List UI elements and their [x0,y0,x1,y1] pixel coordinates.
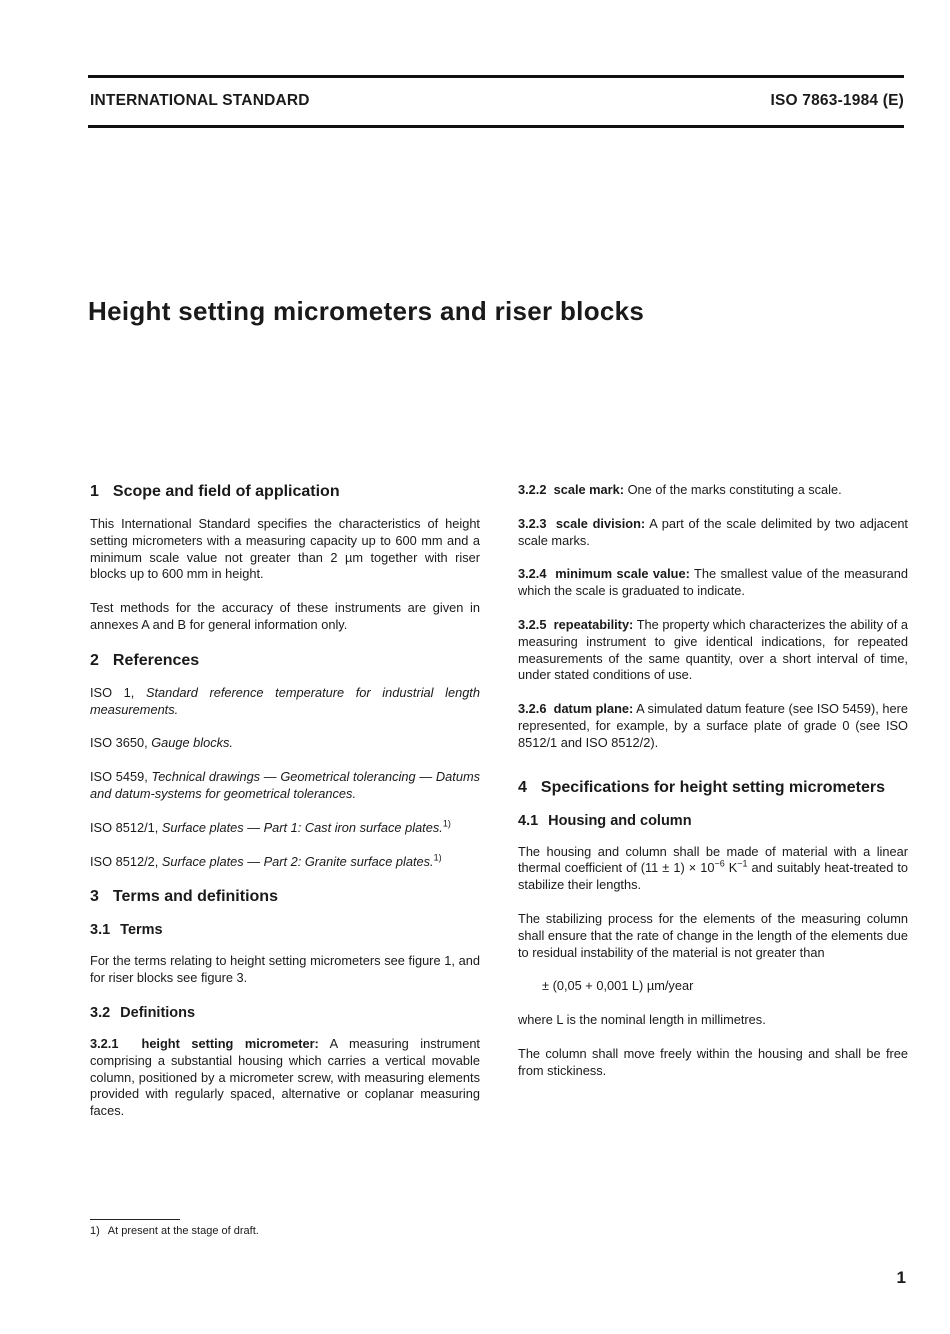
definition-3-2-1: 3.2.1 height setting micrometer: A measuring instrument comprising a substantial housing which carries a vertical movable column, positioned by a micrometer screw, with measuring elements provided with regularly spaced, alternative or coplanar measuring faces. [90,1035,480,1119]
reference-item: ISO 1, Standard reference temperature for industrial length measurements. [90,684,480,717]
section-4-1-paragraph: The column shall move freely within the housing and shall be free from stickiness. [518,1045,908,1078]
footnote [90,1225,259,1237]
section-1-heading: 1 Scope and field of application [90,483,340,500]
definition-3-2-3: 3.2.3 scale division: A part of the scale delimited by two adjacent scale marks. [518,515,908,548]
section-3-1-paragraph: For the terms relating to height setting micrometers see figure 1, and for riser blocks see figure 3. [90,953,480,986]
section-4-1-paragraph: The stabilizing process for the elements of the measuring column shall ensure that the rate of change in the length of the elements due to residual instability of the material is not greater than [518,910,908,960]
right-column [518,482,908,1097]
reference-item: ISO 3650, Gauge blocks. [90,735,233,751]
page-title: Height setting micrometers and riser blocks [88,296,645,326]
section-1-paragraph: This International Standard specifies the characteristics of height setting micrometers with a measuring capacity up to 600 mm and a minimum scale value not greater than 2 µm together with riser blocks up to 600 mm in height. [90,516,480,582]
definition-3-2-2: 3.2.2 scale mark: One of the marks constituting a scale. [518,482,842,497]
reference-item: ISO 8512/1, Surface plates — Part 1: Cast iron surface plates.$^{1)}$ [90,818,451,835]
left-column [90,482,480,1137]
formula: ± (0,05 + 0,001 L) µm/year [542,978,694,994]
reference-item: ISO 5459, Technical drawings — Geometrical tolerancing — Datums and datum-systems for geometrical tolerances. [90,769,480,801]
footnote-ref: 1) [433,852,442,863]
subsection-4-1-heading: 4.1 Housing and column [518,812,692,829]
page-number: 1 [896,1268,906,1287]
document-reference: ISO 7863-1984 (E) [770,92,904,109]
section-2-heading: 2 References [90,651,200,669]
section-4-heading: 4 Specifications for height setting micrometers [518,778,885,796]
subsection-3-2-heading: 3.2 Definitions [90,1004,196,1021]
section-4-1-paragraph: The housing and column shall be made of material with a linear thermal coefficient of $(11 \pm 1) \times 10^{-6}$ $K^{-1}$ and suitably heat-treated to stabilize their lengths. [518,843,908,893]
footnote-mark: 1) [90,1225,100,1237]
reference-item: ISO 8512/2, Surface plates — Part 2: Granite surface plates.$^{1)}$ [90,852,442,869]
formula-explanation: where L is the nominal length in millimetres. [518,1012,766,1028]
footnote-text: At present at the stage of draft. [107,1225,259,1237]
definition-3-2-6: 3.2.6 datum plane: A simulated datum feature (see ISO 5459), here represented, for example, by a surface plate of grade 0 (see ISO 8512/1 and ISO 8512/2). [518,701,908,750]
section-3-heading: 3 Terms and definitions [90,888,278,906]
footnote-rule [90,1219,180,1220]
document-type: INTERNATIONAL STANDARD [90,92,310,109]
section-1-paragraph: Test methods for the accuracy of these instruments are given in annexes A and B for general information only. [90,600,480,632]
header-rule-top [88,75,904,78]
definition-3-2-4: 3.2.4 minimum scale value: The smallest value of the measurand which the scale is graduated to indicate. [518,566,909,599]
footnote-ref: 1) [442,818,451,829]
definition-3-2-5: 3.2.5 repeatability: The property which characterizes the ability of a measuring instrument to give identical indications, for repeated measurements of the same quantity, over a short interval of time, under stated conditions of use. [518,616,908,683]
subsection-3-1-heading: 3.1 Terms [90,922,163,939]
header-rule-bottom [88,125,904,128]
